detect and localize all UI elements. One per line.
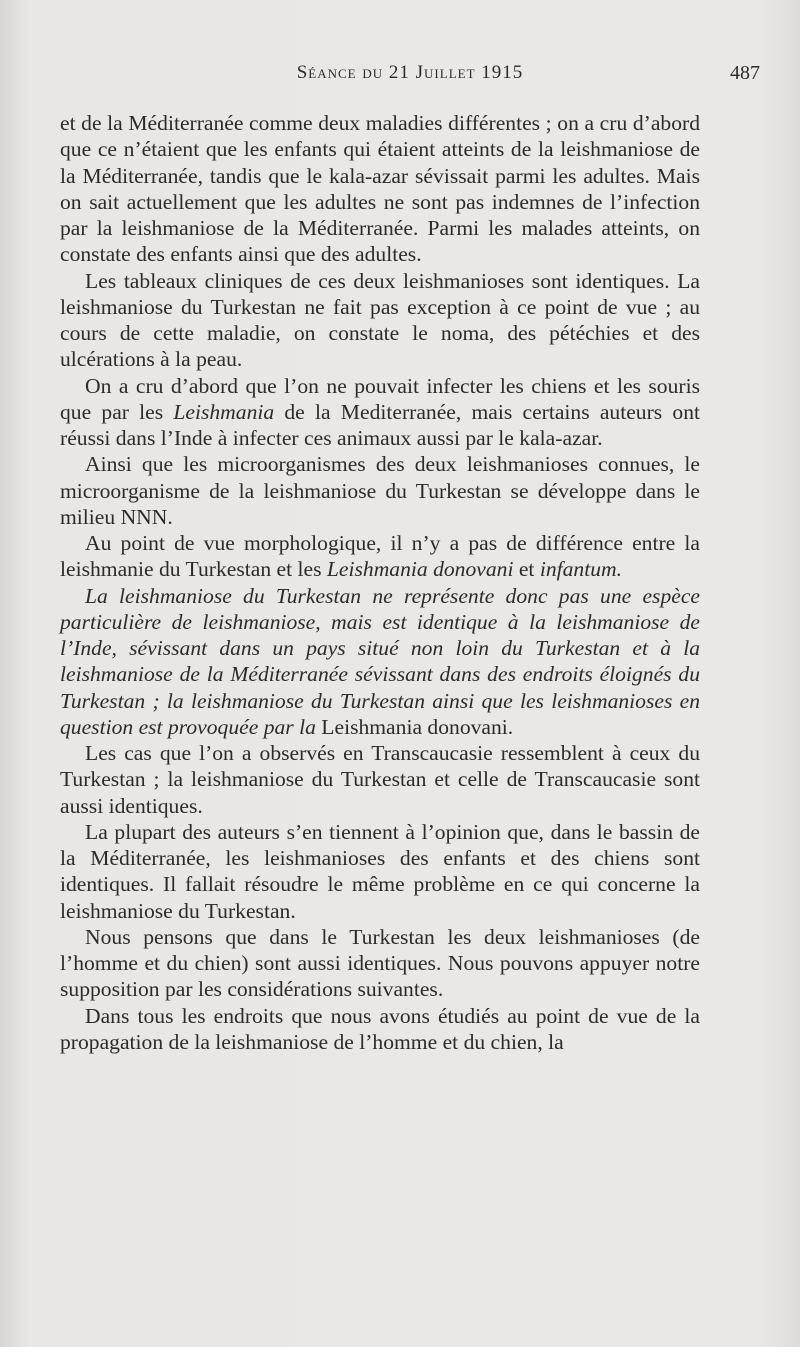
running-head-title: Séance du 21 Juillet 1915 (296, 62, 524, 83)
page-number: 487 (730, 62, 760, 84)
running-head (60, 62, 760, 92)
text-run: Dans tous les endroits que nous avons étudiés au point de vue de la propagation de la leishmaniose de l’homme et du chien, la (60, 1003, 700, 1054)
paragraph-p4 (60, 451, 700, 530)
text-run: Leishmania donovani (326, 557, 514, 582)
text-run: Les tableaux cliniques de ces deux leishmanioses sont identiques. La leishmaniose du Turkestan ne fait pas exception à ce point de vue ; au cours de cette maladie, on constate le noma, des pétéchies et des ulcérations à la peau. (60, 268, 700, 372)
paragraph-p5 (60, 530, 700, 583)
text-run: Au point de vue morphologique, il n’y a pas de différence entre la leishmanie du Turkestan et les (60, 531, 700, 582)
text-run: La plupart des auteurs s’en tiennent à l’opinion que, dans le bassin de la Méditerranée, les leishmanioses des enfants et des chiens sont identiques. Il fallait résoudre le même problème en ce qui concerne la leishmaniose du Turkestan. (60, 819, 700, 923)
text-run: Ainsi que les microorganismes des deux leishmanioses connues, le microorganisme de la leishmaniose du Turkestan se développe dans le milieu NNN. (60, 452, 700, 529)
body-text (60, 110, 700, 1055)
paragraph-p9 (60, 924, 700, 1003)
paragraph-p3 (60, 373, 700, 452)
text-run: Leishmania (173, 399, 275, 424)
text-run: Les cas que l’on a observés en Transcaucasie ressemblent à ceux du Turkestan ; la leishmaniose du Turkestan et celle de Transcaucasie sont aussi identiques. (60, 741, 700, 818)
paragraph-p1 (60, 110, 700, 268)
text-run: Leishmania donovani. (315, 714, 514, 739)
text-run: de la Mediterranée, mais certains auteurs ont réussi dans l’Inde à infecter ces animaux aussi par le kala-azar. (60, 399, 701, 450)
paragraph-p10 (60, 1003, 700, 1056)
paragraph-p2 (60, 268, 700, 373)
paragraph-p6 (60, 583, 700, 741)
text-run: Nous pensons que dans le Turkestan les deux leishmanioses (de l’homme et du chien) sont aussi identiques. Nous pouvons appuyer notre supposition par les considérations suivantes. (60, 924, 700, 1002)
paragraph-p8 (60, 819, 700, 924)
text-run: On a cru d’abord que l’on ne pouvait infecter les chiens et les souris que par les (60, 373, 700, 424)
text-run: et (513, 557, 540, 582)
text-run: La leishmaniose du Turkestan ne représente donc pas une espèce particulière de leishmaniose, mais est identique à la leishmaniose de l’Inde, sévissant dans un pays situé non loin du Turkestan et à la leishmaniose de la Méditerranée sévissant dans des endroits éloignés du Turkestan ; la leishmaniose du Turkestan ainsi que les leishmanioses en question est provoquée par la (60, 583, 700, 739)
text-run: et de la Méditerranée comme deux maladies différentes ; on a cru d’abord que ce n’étaient que les enfants qui étaient atteints de la leishmaniose de la Méditerranée, tandis que le kala-azar sévissait parmi les adultes. Mais on sait actuellement que les adultes ne sont pas indemnes de l’infection par la leishmaniose de la Méditerranée. Parmi les malades atteints, on constate des enfants ainsi que des adultes. (60, 111, 700, 267)
paragraph-p7 (60, 740, 700, 819)
text-run: infantum. (539, 557, 623, 582)
